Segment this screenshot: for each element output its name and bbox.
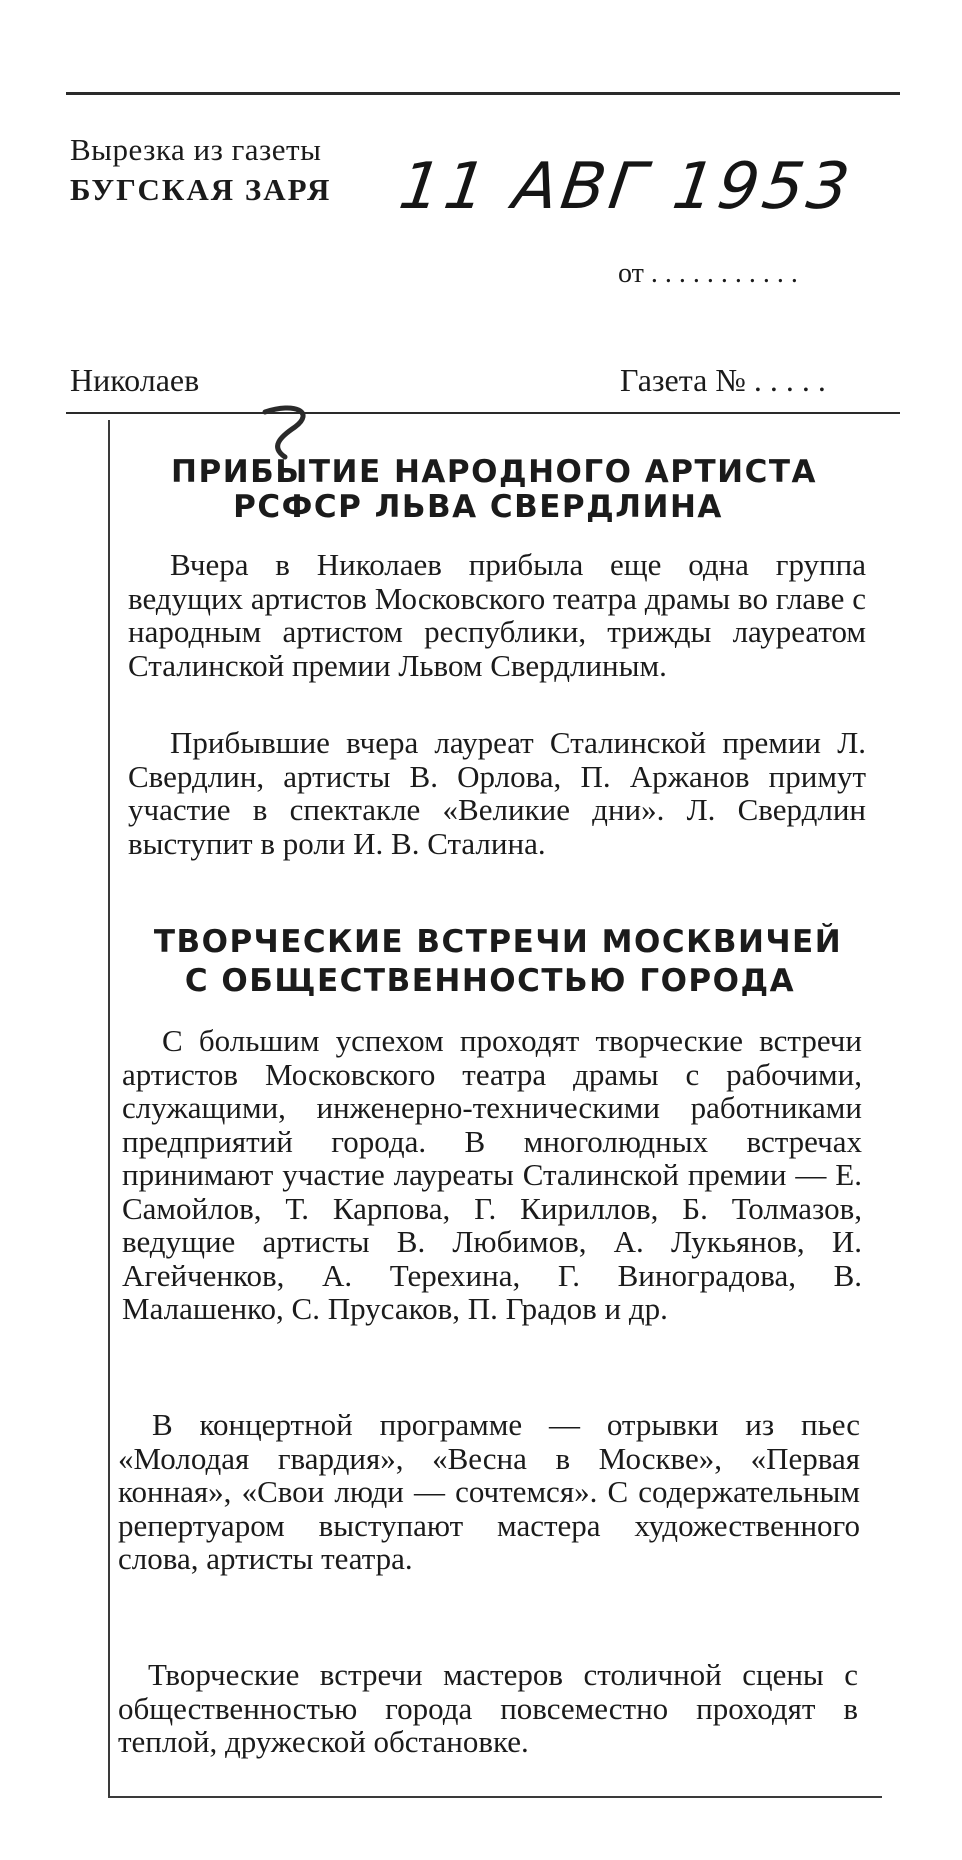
article2-headline-line2: С ОБЩЕСТВЕННОСТЬЮ ГОРОДА (184, 963, 796, 999)
issue-number-label: Газета № . . . . . (620, 362, 826, 398)
article2-paragraph3: Творческие встречи мастеров столичной сцены с общественностью города повсеместно проходят в теплой, дружеской обстановке. (118, 1657, 858, 1759)
city-label: Николаев (70, 362, 200, 398)
article1-headline-line2: РСФСР ЛЬВА СВЕРДЛИНА (233, 489, 723, 525)
article1-paragraph2: Прибывшие вчера лауреат Сталинской премии Л. Свердлин, артисты В. Орлова, П. Аржанов примут участие в спектакле «Великие дни». Л. Свердлин выступит в роли И. В. Сталина. (128, 725, 866, 861)
newspaper-name: БУГСКАЯ ЗАРЯ (70, 172, 332, 207)
article2-headline-line1: ТВОРЧЕСКИЕ ВСТРЕЧИ МОСКВИЧЕЙ (153, 924, 843, 960)
article2-paragraph1: С большим успехом проходят творческие встречи артистов Московского театра драмы с рабочими, служащими, инженерно-техническими работниками предприятий города. В многолюдных встречах принимают участие лауреаты Сталинской премии — Е. Самойлов, Т. Карпова, Г. Кириллов, Б. Толмазов, ведущие артисты В. Любимов, А. Лукьянов, И. Агейченков, А. Терехина, Г. Виноградова, В. Малашенко, С. Прусаков, П. Градов и др. (122, 1023, 862, 1326)
header-bottom-rule (66, 412, 900, 414)
article2-paragraph2: В концертной программе — отрывки из пьес «Молодая гвардия», «Весна в Москве», «Первая конная», «Свои люди — сочтемся». С содержательным репертуаром выступают мастера художественного слова, артисты театра. (118, 1407, 860, 1576)
article1-paragraph1: Вчера в Николаев прибыла еще одна группа ведущих артистов Московского театра драмы во главе с народным артистом республики, трижды лауреатом Сталинской премии Львом Свердлиным. (128, 547, 866, 683)
date-stamp: 11 АВГ 1953 (394, 150, 858, 224)
date-field-label: от . . . . . . . . . . . (618, 258, 798, 289)
article1-headline-line1: ПРИБЫТИЕ НАРОДНОГО АРТИСТА (171, 454, 817, 490)
top-rule (66, 92, 900, 95)
source-label: Вырезка из газеты (70, 132, 322, 167)
